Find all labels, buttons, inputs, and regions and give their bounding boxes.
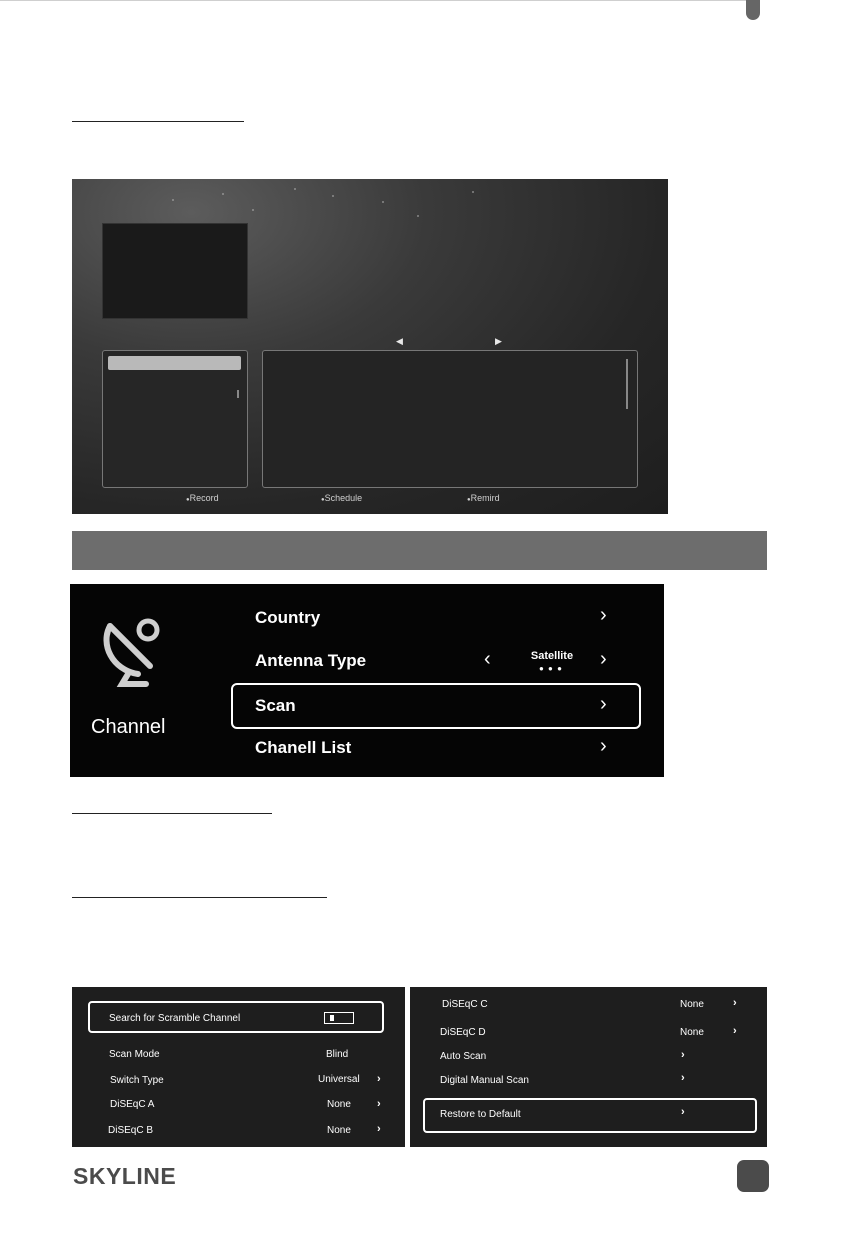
diseqc-b-chevron-icon[interactable]: ›: [377, 1123, 381, 1135]
diseqc-a-value: None: [327, 1099, 351, 1110]
epg-prev-arrow-icon[interactable]: ◀: [396, 336, 403, 346]
restore-default-label[interactable]: Restore to Default: [440, 1109, 521, 1120]
switch-type-value: Universal: [318, 1074, 360, 1085]
heading-underline-2: [72, 813, 272, 814]
scan-mode-value: Blind: [326, 1049, 349, 1060]
epg-next-arrow-icon[interactable]: ▶: [495, 336, 502, 346]
switch-type-chevron-icon[interactable]: ›: [377, 1073, 381, 1085]
diseqc-a-chevron-icon[interactable]: ›: [377, 1098, 381, 1110]
scan-settings-left-screenshot: [72, 987, 405, 1147]
antenna-page-dots: ● ● ●: [539, 664, 563, 673]
heading-underline-3: [72, 897, 327, 898]
schedule-label: Schedule: [324, 493, 363, 503]
antenna-chevron-left-icon[interactable]: ‹: [484, 648, 491, 670]
epg-remind-hint[interactable]: [467, 493, 500, 503]
toggle-knob: [330, 1015, 334, 1021]
country-chevron-right-icon[interactable]: ›: [600, 604, 607, 626]
epg-program-detail: [262, 350, 638, 488]
digital-manual-scan-chevron-icon[interactable]: ›: [681, 1072, 685, 1084]
diseqc-c-label[interactable]: DiSEqC C: [442, 999, 488, 1010]
switch-type-label[interactable]: Switch Type: [110, 1075, 164, 1086]
record-bullet-icon: ●: [186, 497, 190, 503]
diseqc-c-value: None: [680, 999, 704, 1010]
search-scramble-label: Search for Scramble Channel: [109, 1013, 241, 1024]
diseqc-d-label[interactable]: DiSEqC D: [440, 1027, 486, 1038]
menu-item-channel-list[interactable]: Chanell List: [255, 738, 352, 757]
epg-detail-scrollbar[interactable]: [626, 359, 628, 409]
scan-chevron-right-icon[interactable]: ›: [600, 693, 607, 715]
menu-item-scan[interactable]: Scan: [255, 696, 296, 715]
remind-label: Remird: [470, 493, 500, 503]
epg-screenshot: [72, 179, 668, 514]
channel-list-chevron-right-icon[interactable]: ›: [600, 735, 607, 757]
auto-scan-label[interactable]: Auto Scan: [440, 1051, 487, 1062]
epg-video-preview: [102, 223, 248, 319]
channel-menu-screenshot: [70, 584, 664, 777]
heading-underline-1: [72, 121, 244, 122]
scan-mode-label[interactable]: Scan Mode: [109, 1049, 160, 1060]
digital-manual-scan-label[interactable]: Digital Manual Scan: [440, 1075, 529, 1086]
page-number-badge: [737, 1160, 769, 1192]
scan-settings-right-screenshot: [410, 987, 767, 1147]
epg-record-hint[interactable]: [186, 493, 219, 503]
diseqc-b-value: None: [327, 1125, 351, 1136]
satellite-dish-icon: [98, 614, 168, 690]
section-header-bar: [72, 531, 767, 570]
diseqc-a-label[interactable]: DiSEqC A: [110, 1099, 155, 1110]
antenna-chevron-right-icon[interactable]: ›: [600, 648, 607, 670]
epg-list-highlight[interactable]: [108, 356, 241, 370]
top-rule: [0, 0, 760, 1]
remind-bullet-icon: ●: [467, 497, 471, 503]
diseqc-b-label[interactable]: DiSEqC B: [108, 1125, 154, 1136]
epg-channel-list[interactable]: [102, 350, 248, 488]
brand-logo: SKYLINE: [73, 1163, 177, 1189]
schedule-bullet-icon: ●: [321, 497, 325, 503]
auto-scan-chevron-icon[interactable]: ›: [681, 1049, 685, 1061]
channel-menu-title: Channel: [91, 716, 166, 738]
restore-default-chevron-icon[interactable]: ›: [681, 1106, 685, 1118]
diseqc-d-value: None: [680, 1027, 704, 1038]
top-tab-marker: [746, 0, 760, 20]
epg-list-scrollbar[interactable]: [237, 390, 239, 398]
menu-item-country[interactable]: Country: [255, 608, 321, 627]
diseqc-d-chevron-icon[interactable]: ›: [733, 1025, 737, 1037]
diseqc-c-chevron-icon[interactable]: ›: [733, 997, 737, 1009]
antenna-type-value: Satellite: [530, 650, 574, 662]
epg-schedule-hint[interactable]: [321, 493, 362, 503]
scramble-toggle[interactable]: [324, 1012, 354, 1024]
menu-item-antenna-type[interactable]: Antenna Type: [255, 651, 367, 670]
record-label: Record: [189, 493, 219, 503]
